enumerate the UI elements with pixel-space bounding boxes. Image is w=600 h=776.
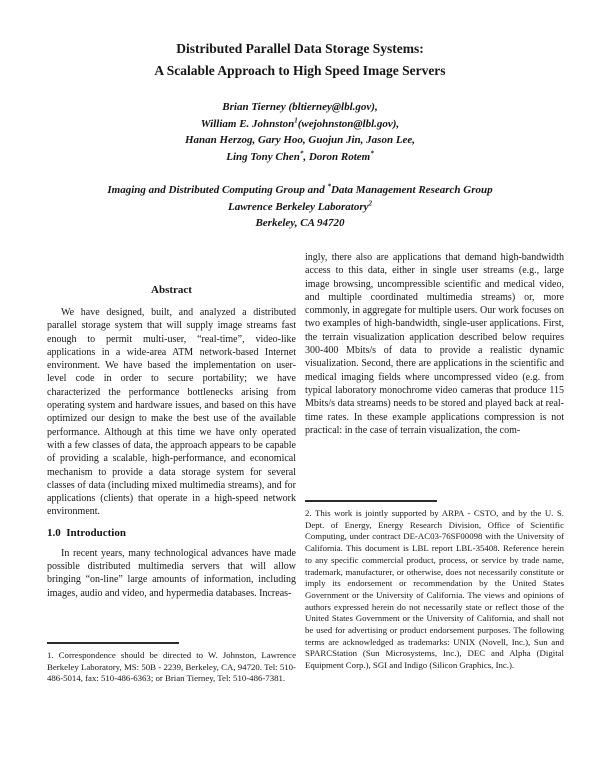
paper-title-line-2: A Scalable Approach to High Speed Image Servers (154, 62, 446, 78)
author-block (0, 99, 600, 165)
affiliation-ref-asterisk: * (327, 182, 331, 191)
footnote-ref-2: 2 (368, 198, 373, 207)
footnote-divider (305, 500, 437, 502)
affiliation-group: Data Management Research Group (330, 184, 493, 196)
paper-title-line-1: Distributed Parallel Data Storage Systems: (176, 41, 424, 56)
author-name: William E. Johnston (200, 117, 295, 130)
footnote-2 (305, 500, 564, 672)
author-name: , Doron Rotem (303, 150, 371, 163)
paper-title (0, 38, 600, 81)
footnote-ref-1: 1 (294, 115, 298, 124)
author-line-3: Hanan Herzog, Gary Hoo, Guojun Jin, Jason Lee, (184, 134, 416, 146)
affiliation-line-1 (0, 182, 600, 199)
author-line-4 (0, 149, 600, 166)
author-line-2 (0, 116, 600, 133)
affiliation-group: Imaging and Distributed Computing Group and (107, 184, 328, 196)
affiliation-block (0, 182, 600, 232)
affiliation-ref-asterisk: * (299, 148, 304, 157)
footnote-2-text: 2. This work is jointly supported by ARPA - CSTO, and by the U. S. Dept. of Energy, Energy Research Division, Office of Scientific Computing, under contract DE-AC03-76SF00098 with the University of California. This document is LBL report LBL-35408. Reference herein to any specific commercial product, process, or service by trade name, trademark, manufacturer, or otherwise, does not necessarily constitute or imply its endorsement or recommendation by the United States Government or the University of California. The views and opinions of authors expressed herein do not necessarily state or reflect those of the United States Government or the University of California, and shall not be used for advertising or product endorsement purposes. The following terms are acknowledged as trademarks: UNIX (Novell, Inc.), Sun and SPARCStation (Sun Microsystems, Inc.), DEC and Alpha (Digital Equipment Corp.), SGI and Indigo (Silicon Graphics, Inc.). (305, 508, 564, 671)
right-column (305, 251, 564, 437)
author-line-1: Brian Tierney (bltierney@lbl.gov), (222, 101, 378, 113)
affiliation-line-2 (0, 199, 600, 216)
author-name: Ling Tony Chen (226, 150, 300, 163)
footnote-1 (47, 642, 296, 685)
abstract-paragraph: We have designed, built, and analyzed a distributed parallel storage system that will supply image streams fast enough to permit multi-user, “real-time”, video-like applications in a wide-area ATM network-based Internet environment. We have based the implementation on user-level code in order to secure portability; we have characterized the performance bottlenecks arising from operating system and hardware issues, and based on this have optimized our design to make the best use of the available performance. Although at this time we have only operated with a few classes of data, the approach appears to be capable of providing a scalable, high-performance, and economical mechanism to provide a data storage system for several classes of data (including mixed multimedia streams), and for applications (clients) that operate in a high-speed network environment. (47, 307, 296, 518)
footnote-1-text: 1. Correspondence should be directed to W. Johnston, Lawrence Berkeley Laboratory, MS: 50B - 2239, Berkeley, CA, 94720. Tel: 510-486-5014, fax: 510-486-6363; or Brian Tierney, Tel: 510-486-7381. (47, 650, 296, 684)
left-column (47, 277, 296, 600)
footnote-divider (47, 642, 179, 644)
affiliation-line-3: Berkeley, CA 94720 (255, 217, 345, 229)
author-email: (wejohnston@lbl.gov), (297, 117, 400, 130)
abstract-heading: Abstract (151, 284, 192, 296)
affiliation-institution: Lawrence Berkeley Laboratory (227, 200, 369, 213)
introduction-paragraph: In recent years, many technological advances have made possible distributed multimedia servers that will allow bringing “on-line” large amounts of information, including images, audio and video, and hypermedia databases. Increas- (47, 547, 296, 599)
body-paragraph-continued: ingly, there also are applications that demand high-bandwidth access to this data, either in single user streams (e.g., large image browsing, uncompressible scientific and medical video, and multiple coordinated multimedia streams) or, more commonly, in aggregate for multiple users. Our work focuses on two examples of high-bandwidth, single-user applications. First, the terrain visualization application described below requires 300-400 Mbits/s of data to provide a realistic dynamic visualization. Second, there are applications in the scientific and medical imaging fields where uncompressed video (e.g. from typical laboratory monochrome video cameras that produce 115 Mbits/s data streams) needs to be stored and played back at real-time rates. In these example applications compression is not practical: in the case of terrain visualization, the com- (305, 252, 564, 436)
introduction-heading: 1.0 Introduction (47, 526, 126, 539)
affiliation-ref-asterisk: * (370, 148, 374, 157)
